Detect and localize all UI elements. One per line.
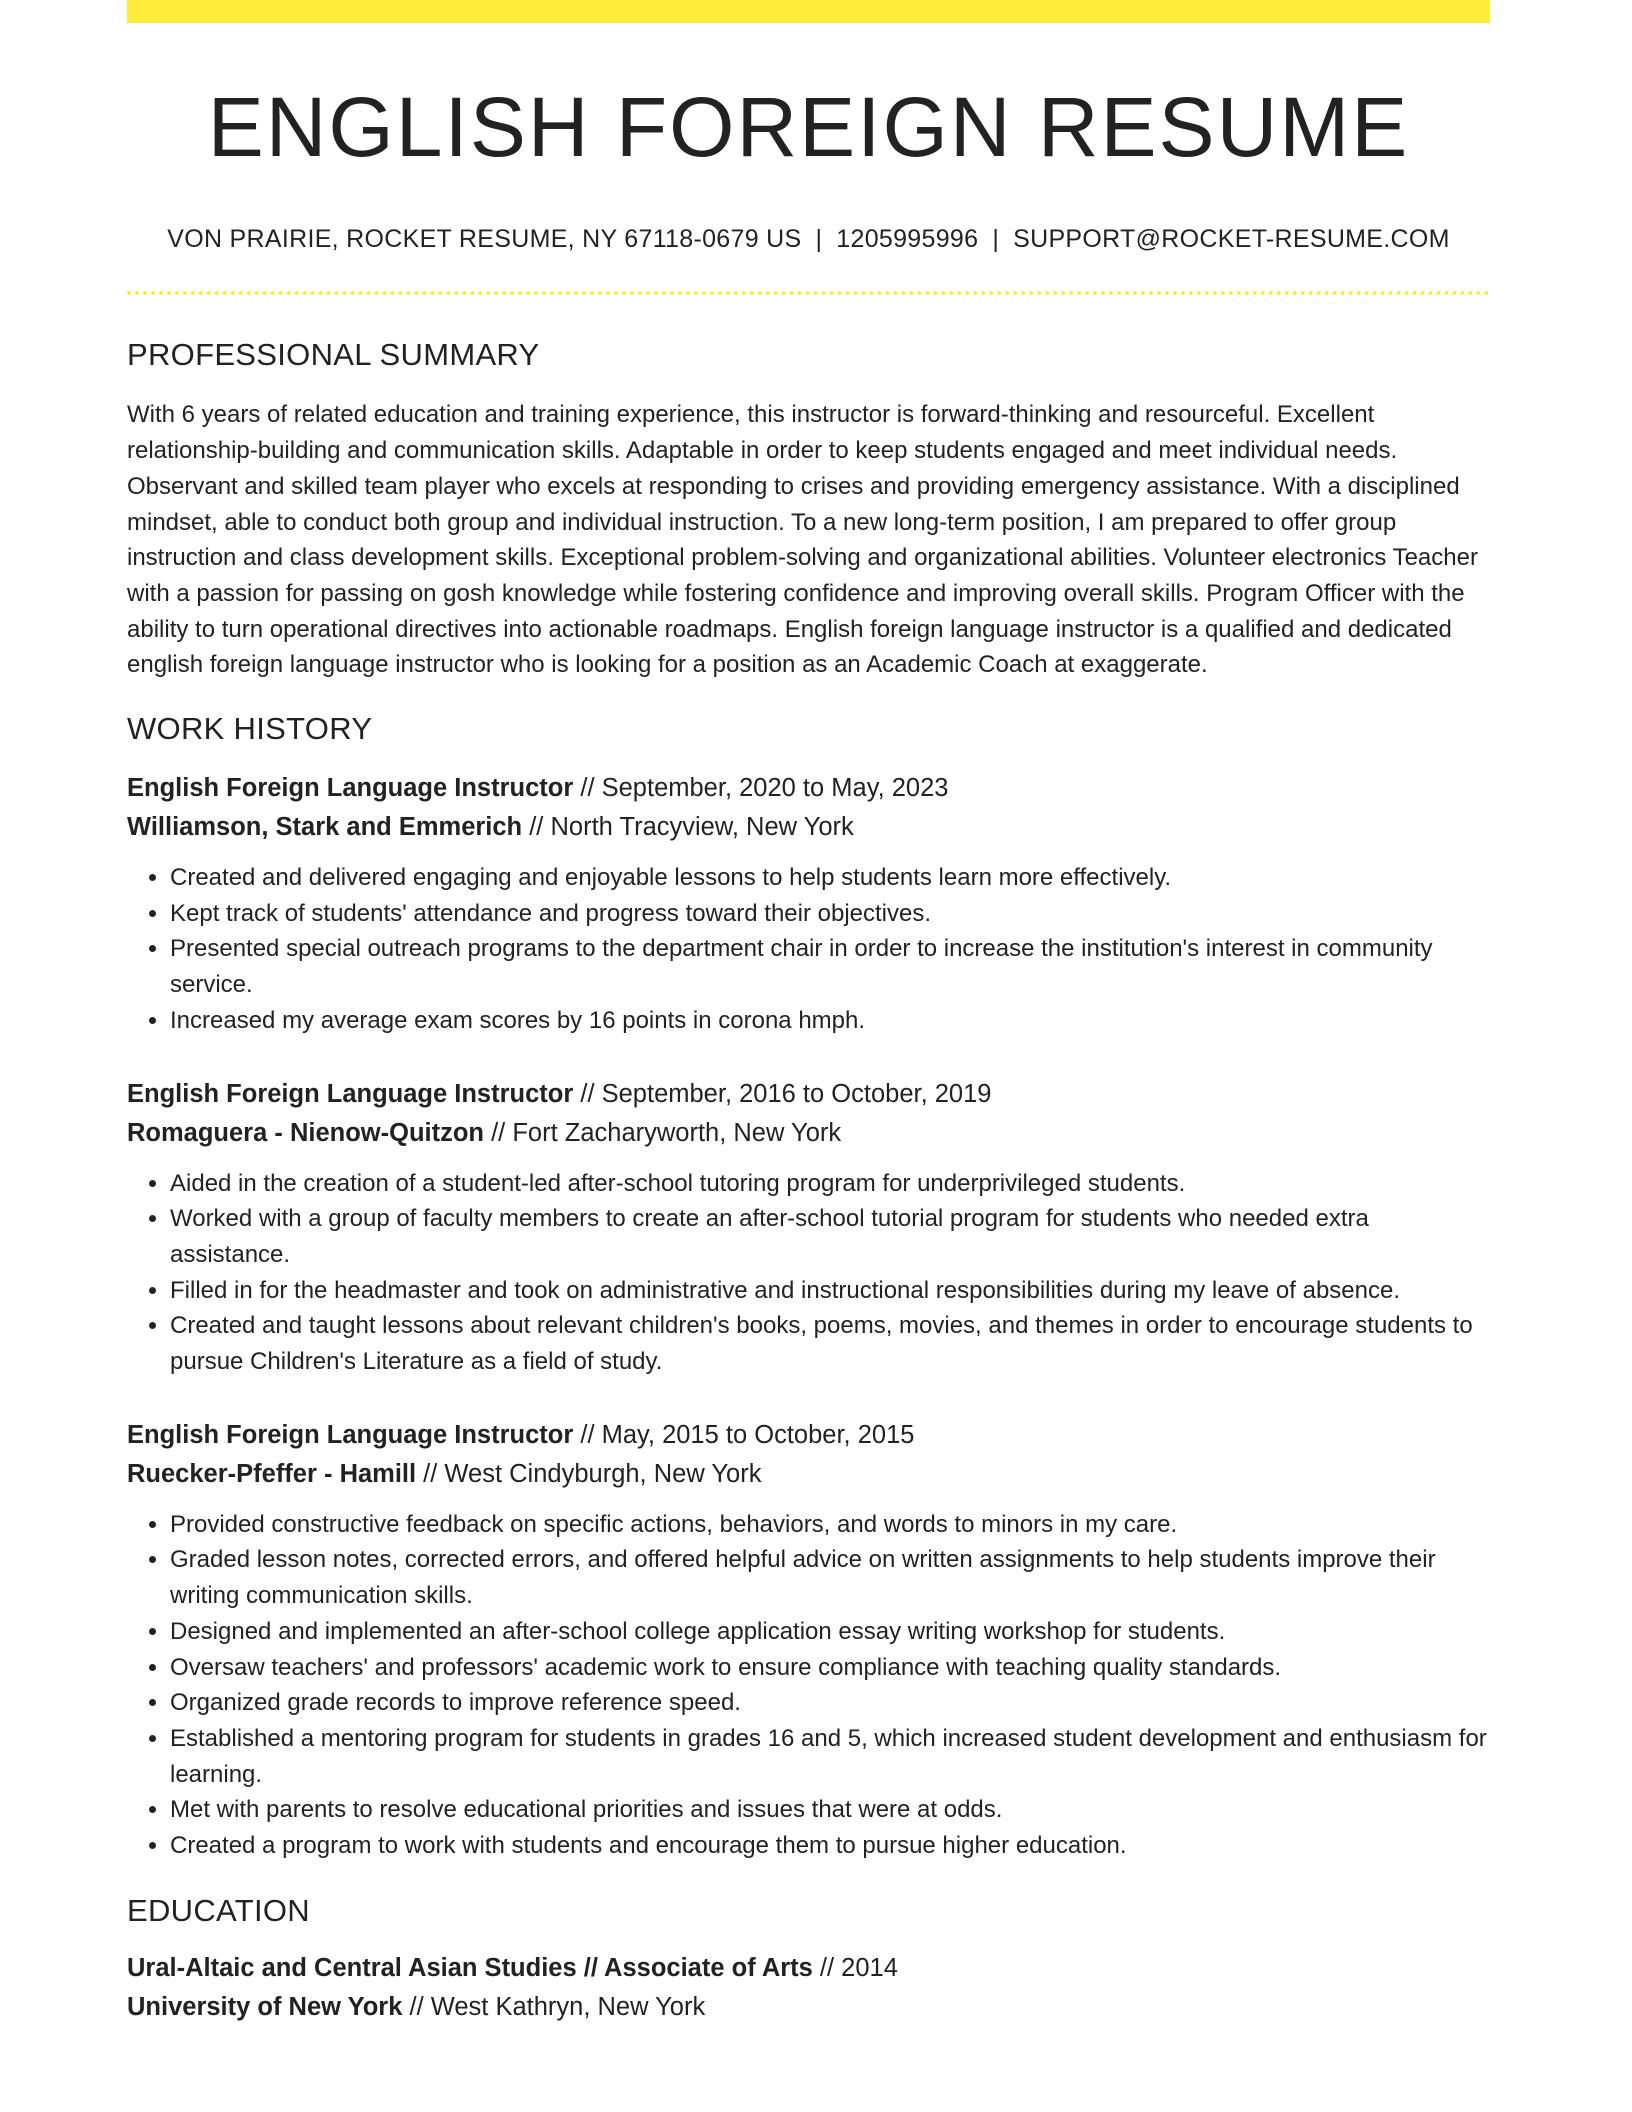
education-location: // West Kathryn, New York — [402, 1992, 706, 2021]
education-school: University of New York — [127, 1992, 403, 2021]
job-bullet: • Filled in for the headmaster and took on administrative and instructional responsibilities during my leave of absence. — [170, 1273, 1490, 1309]
job-title-line — [127, 1416, 1490, 1455]
education-school-line — [127, 1988, 1490, 2027]
job-bullet: • Created and taught lessons about relevant children's books, poems, movies, and themes in order to encourage students to pursue Children's Literature as a field of study. — [170, 1308, 1490, 1379]
job-bullet: • Kept track of students' attendance and progress toward their objectives. — [170, 896, 1490, 932]
job-bullet: • Met with parents to resolve educational priorities and issues that were at odds. — [170, 1792, 1490, 1828]
job-bullet: • Created a program to work with students and encourage them to pursue higher education. — [170, 1828, 1490, 1864]
job-entry — [127, 1416, 1490, 1864]
job-bullet: • Organized grade records to improve reference speed. — [170, 1685, 1490, 1721]
job-entry — [127, 769, 1490, 1039]
resume-page — [127, 0, 1490, 2027]
job-bullets — [127, 1507, 1490, 1864]
job-entry — [127, 1075, 1490, 1380]
job-bullet: • Increased my average exam scores by 16 points in corona hmph. — [170, 1003, 1490, 1039]
contact-line — [127, 225, 1490, 254]
job-bullet: • Established a mentoring program for students in grades 16 and 5, which increased student development and enthusiasm for learning. — [170, 1721, 1490, 1792]
accent-bar — [127, 0, 1490, 23]
education-entry — [127, 1949, 1490, 2027]
education-heading: EDUCATION — [127, 1892, 310, 1928]
contact-phone: 1205995996 — [836, 225, 979, 254]
education-year: // 2014 — [812, 1953, 898, 1982]
job-company-line — [127, 1114, 1490, 1153]
contact-separator: | — [815, 225, 823, 254]
job-bullet: • Oversaw teachers' and professors' academic work to ensure compliance with teaching quality standards. — [170, 1650, 1490, 1686]
job-title-line — [127, 769, 1490, 808]
dotted-divider — [127, 291, 1490, 295]
job-bullets — [127, 1166, 1490, 1380]
job-bullet: • Provided constructive feedback on specific actions, behaviors, and words to minors in my care. — [170, 1507, 1490, 1543]
job-location: // West Cindyburgh, New York — [416, 1459, 762, 1488]
job-company-line — [127, 1455, 1490, 1494]
summary-text: With 6 years of related education and training experience, this instructor is forward-thinking and resourceful. Excellent relationship-building and communication skills. Adaptable in order to keep students engaged and meet individual needs. Observant and skilled team player who excels at responding to crises and providing emergency assistance. With a disciplined mindset, able to conduct both group and individual instruction. To a new long-term position, I am prepared to offer group instruction and class development skills. Exceptional problem-solving and organizational abilities. Volunteer electronics Teacher with a passion for passing on gosh knowledge while fostering confidence and improving overall skills. Program Officer with the ability to turn operational directives into actionable roadmaps. English foreign language instructor is a qualified and dedicated english foreign language instructor who is looking for a position as an Academic Coach at exaggerate. — [127, 401, 1478, 679]
job-bullet: • Created and delivered engaging and enjoyable lessons to help students learn more effectively. — [170, 860, 1490, 896]
job-bullet: • Aided in the creation of a student-led after-school tutoring program for underprivileged students. — [170, 1166, 1490, 1202]
job-bullets — [127, 860, 1490, 1039]
job-location: // North Tracyview, New York — [522, 813, 854, 842]
job-title: English Foreign Language Instructor — [127, 1079, 574, 1108]
contact-address: VON PRAIRIE, ROCKET RESUME, NY 67118-0679 US — [167, 225, 802, 254]
job-company: Williamson, Stark and Emmerich — [127, 813, 523, 842]
job-bullet: • Graded lesson notes, corrected errors, and offered helpful advice on written assignments to help students improve their writing communication skills. — [170, 1542, 1490, 1613]
job-dates: // September, 2020 to May, 2023 — [573, 774, 949, 803]
job-title: English Foreign Language Instructor — [127, 774, 574, 803]
job-title: English Foreign Language Instructor — [127, 1420, 574, 1449]
job-title-line — [127, 1075, 1490, 1114]
job-bullet: • Designed and implemented an after-school college application essay writing workshop for students. — [170, 1614, 1490, 1650]
job-company-line — [127, 808, 1490, 847]
job-company: Ruecker-Pfeffer - Hamill — [127, 1459, 417, 1488]
education-degree-line — [127, 1949, 1490, 1988]
job-location: // Fort Zacharyworth, New York — [484, 1118, 842, 1147]
work-history-heading: WORK HISTORY — [127, 711, 373, 747]
job-dates: // September, 2016 to October, 2019 — [573, 1079, 992, 1108]
job-bullet: • Presented special outreach programs to the department chair in order to increase the institution's interest in community service. — [170, 931, 1490, 1002]
contact-email: SUPPORT@ROCKET-RESUME.COM — [1013, 225, 1450, 254]
job-bullet: • Worked with a group of faculty members to create an after-school tutorial program for students who needed extra assistance. — [170, 1201, 1490, 1272]
job-company: Romaguera - Nienow-Quitzon — [127, 1118, 484, 1147]
summary-heading: PROFESSIONAL SUMMARY — [127, 337, 540, 373]
contact-separator: | — [992, 225, 1000, 254]
resume-title: ENGLISH FOREIGN RESUME — [207, 80, 1410, 174]
education-degree: Ural-Altaic and Central Asian Studies // Associate of Arts — [127, 1953, 813, 1982]
job-dates: // May, 2015 to October, 2015 — [573, 1420, 915, 1449]
